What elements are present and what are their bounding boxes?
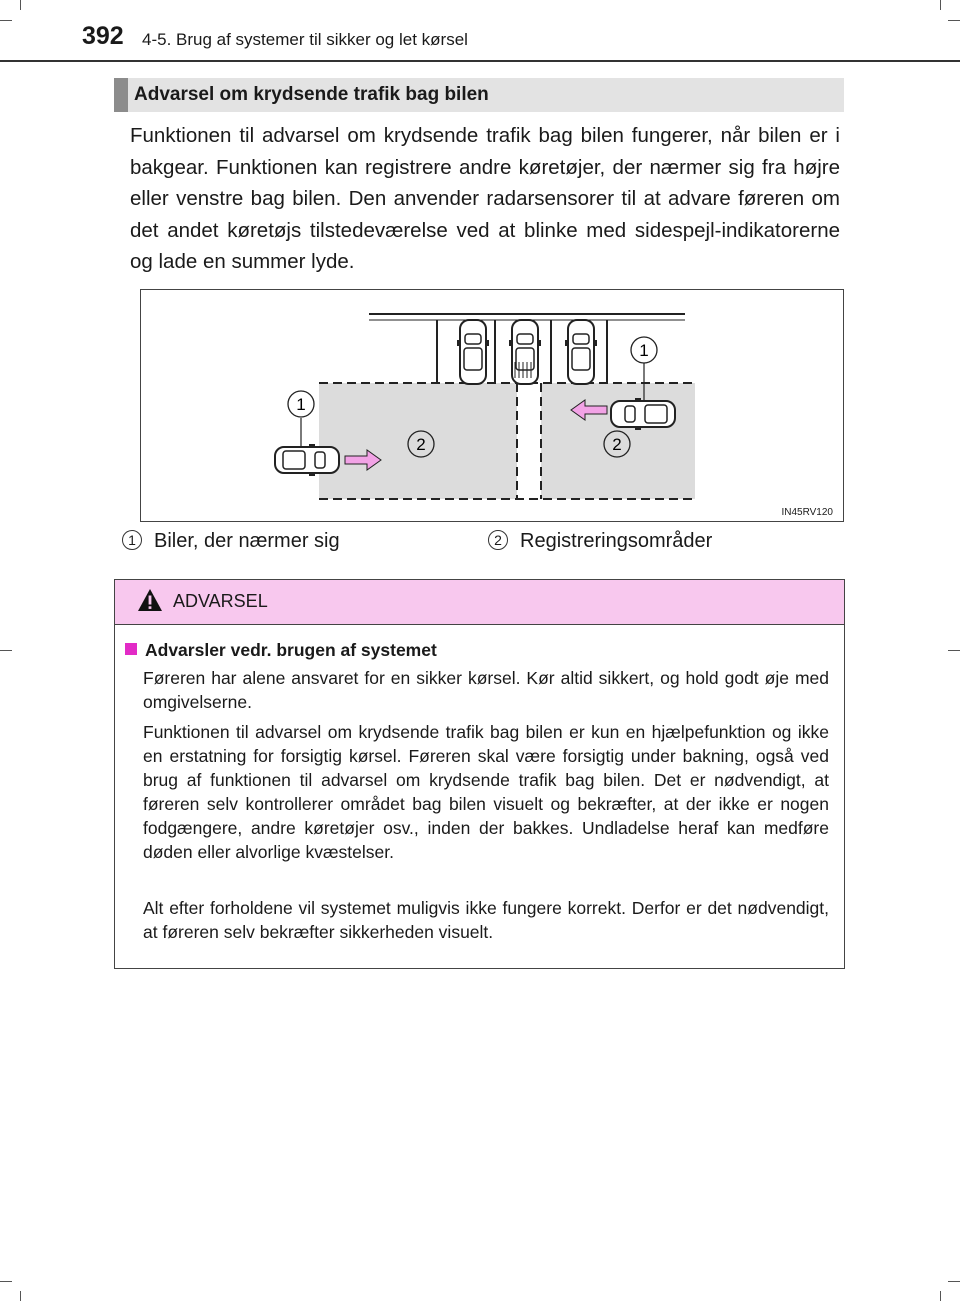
callout-1-right xyxy=(631,337,657,363)
running-header-title: 4-5. Brug af systemer til sikker og let kørsel xyxy=(142,30,468,49)
crop-mark xyxy=(940,0,941,10)
callout-1-left xyxy=(288,391,314,417)
svg-text:2: 2 xyxy=(612,435,622,454)
legend-item-approaching xyxy=(122,530,340,553)
header-rule xyxy=(0,60,960,62)
approaching-car-right xyxy=(611,398,675,430)
crop-mark xyxy=(20,0,21,10)
section-heading: Advarsel om krydsende trafik bag bilen xyxy=(134,84,489,105)
parked-car xyxy=(565,320,597,384)
warning-paragraph: Funktionen til advarsel om krydsende trafik bag bilen er kun en hjælpefunktion og ikke en erstatning for forsigtig kørsel. Føreren skal være forsigtig under bakning, også ved brug af funktionen til advarsel om krydsende trafik bag bilen. Det er nødvendigt, at føreren selv kontrollerer området bag bilen visuelt og bekræfter, at der ikke er nogen fodgængere, andre køretøjer osv., inden der bakkes. Undladelse heraf kan medføre døden eller alvorlige kvæstelser. xyxy=(143,722,829,862)
warning-subheading: Advarsler vedr. brugen af systemet xyxy=(125,640,437,661)
crop-mark xyxy=(0,650,12,651)
warning-triangle-icon xyxy=(137,588,163,612)
approaching-car-left xyxy=(275,444,339,476)
parked-car xyxy=(457,320,489,384)
crop-mark xyxy=(940,1291,941,1301)
warning-paragraph: Alt efter forholdene vil systemet muligvis ikke fungere korrekt. Derfor er det nødvendigt, at føreren selv bekræfter sikkerheden visuelt. xyxy=(143,898,829,942)
callout-2-right xyxy=(604,431,630,457)
svg-text:1: 1 xyxy=(639,341,649,360)
legend-number: 1 xyxy=(122,530,142,550)
svg-text:1: 1 xyxy=(296,395,306,414)
crop-mark xyxy=(0,1281,12,1282)
warning-box xyxy=(114,579,845,969)
page-number: 392 xyxy=(82,22,124,50)
crop-mark xyxy=(0,20,12,21)
warning-paragraph: Føreren har alene ansvaret for en sikker kørsel. Kør altid sikkert, og hold godt øje med omgivelserne. xyxy=(143,668,829,712)
legend-item-zones xyxy=(488,530,712,553)
legend-label: Registreringsområder xyxy=(520,530,713,552)
svg-text:2: 2 xyxy=(416,435,426,454)
crop-mark xyxy=(948,650,960,651)
bullet-square-icon xyxy=(125,643,137,655)
figure-code: IN45RV120 xyxy=(781,507,833,518)
reversing-car xyxy=(509,320,541,384)
parking-illustration xyxy=(140,289,844,522)
crop-mark xyxy=(948,20,960,21)
intro-paragraph: Funktionen til advarsel om krydsende trafik bag bilen fungerer, når bilen er i bakgear. Funktionen kan registrere andre køretøjer, der nærmer sig fra højre eller venstre bag bilen. Den anvender radarsensorer til at advare føreren om det andet køretøjs tilstedeværelse ved at blinke med sidespejl-indikatorerne og lade en summer lyde. xyxy=(130,124,840,273)
legend-number: 2 xyxy=(488,530,508,550)
section-heading-bar xyxy=(114,78,844,112)
warning-title: ADVARSEL xyxy=(173,591,268,611)
crop-mark xyxy=(20,1291,21,1301)
legend-label: Biler, der nærmer sig xyxy=(154,530,340,552)
warning-header xyxy=(115,580,844,625)
parking-diagram xyxy=(141,290,843,521)
crop-mark xyxy=(948,1281,960,1282)
callout-2-left xyxy=(408,431,434,457)
